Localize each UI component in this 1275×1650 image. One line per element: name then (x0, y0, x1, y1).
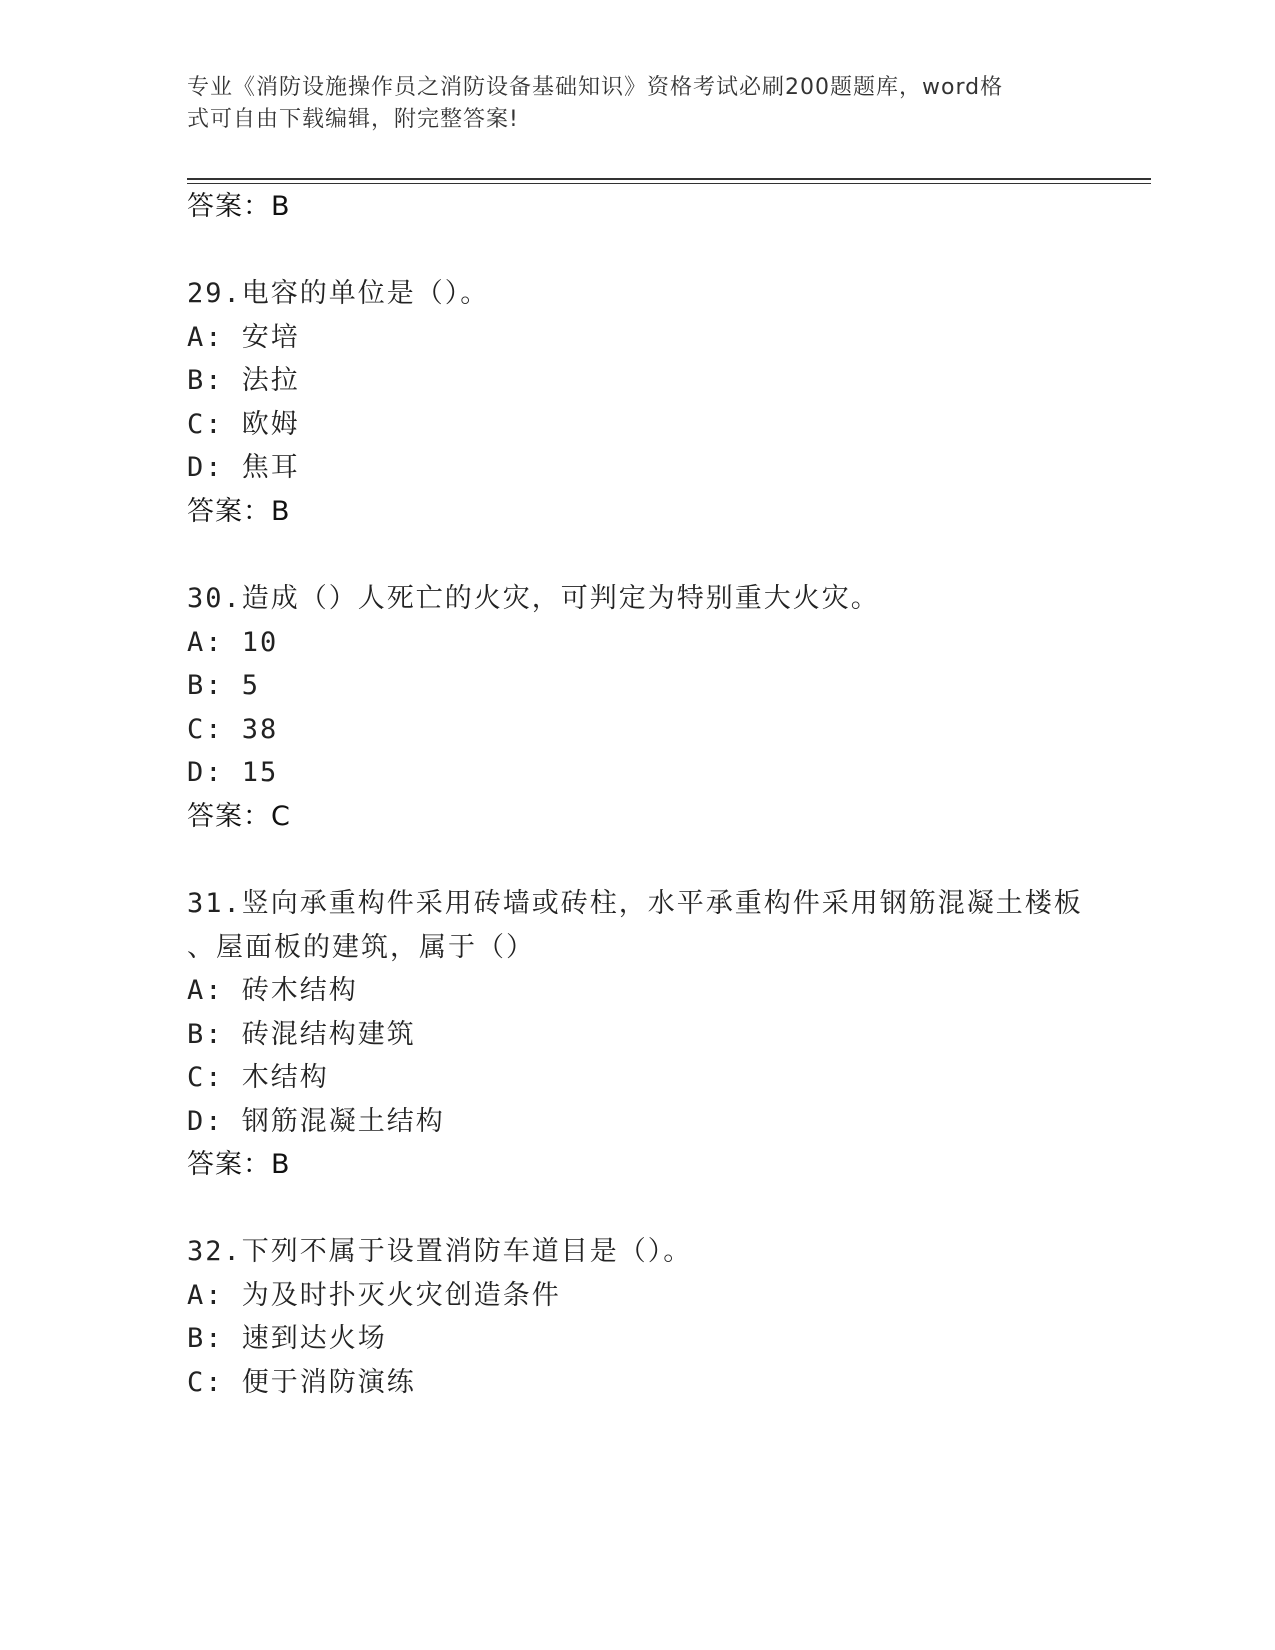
question-32: 32.下列不属于设置消防车道目是（）。 (187, 1236, 693, 1267)
q31-option-d: D: 钢筋混凝土结构 (187, 1106, 445, 1137)
question-29: 29.电容的单位是（）。 (187, 278, 490, 309)
q29-option-c: C: 欧姆 (187, 409, 300, 440)
q32-option-b: B: 速到达火场 (187, 1323, 387, 1354)
previous-answer: 答案：B (187, 191, 291, 222)
q29-answer: 答案：B (187, 496, 291, 527)
q29-option-b: B: 法拉 (187, 365, 300, 396)
q30-option-c: C: 38 (187, 714, 279, 745)
document-header (187, 72, 1067, 136)
header-line-2: 式可自由下载编辑，附完整答案! (187, 107, 519, 132)
question-31-line-1: 31.竖向承重构件采用砖墙或砖柱，水平承重构件采用钢筋混凝土楼板 (187, 888, 1083, 919)
q30-option-a: A: 10 (187, 627, 279, 658)
question-30: 30.造成（）人死亡的火灾，可判定为特别重大火灾。 (187, 583, 880, 614)
q32-option-a: A: 为及时扑灭火灾创造条件 (187, 1280, 561, 1311)
q32-option-c: C: 便于消防演练 (187, 1367, 416, 1398)
q29-option-a: A: 安培 (187, 322, 300, 353)
q31-option-b: B: 砖混结构建筑 (187, 1019, 416, 1050)
header-rule-thin (187, 183, 1151, 184)
question-31-line-2: 、屋面板的建筑，属于（） (187, 932, 535, 963)
q30-option-b: B: 5 (187, 670, 261, 701)
header-rule-thick (187, 178, 1151, 180)
q29-option-d: D: 焦耳 (187, 452, 300, 483)
q31-option-a: A: 砖木结构 (187, 975, 358, 1006)
q31-answer: 答案：B (187, 1149, 291, 1180)
q31-option-c: C: 木结构 (187, 1062, 329, 1093)
q30-option-d: D: 15 (187, 757, 279, 788)
header-line-1: 专业《消防设施操作员之消防设备基础知识》资格考试必刷200题题库，word格 (187, 75, 1004, 100)
q30-answer: 答案：C (187, 801, 291, 832)
